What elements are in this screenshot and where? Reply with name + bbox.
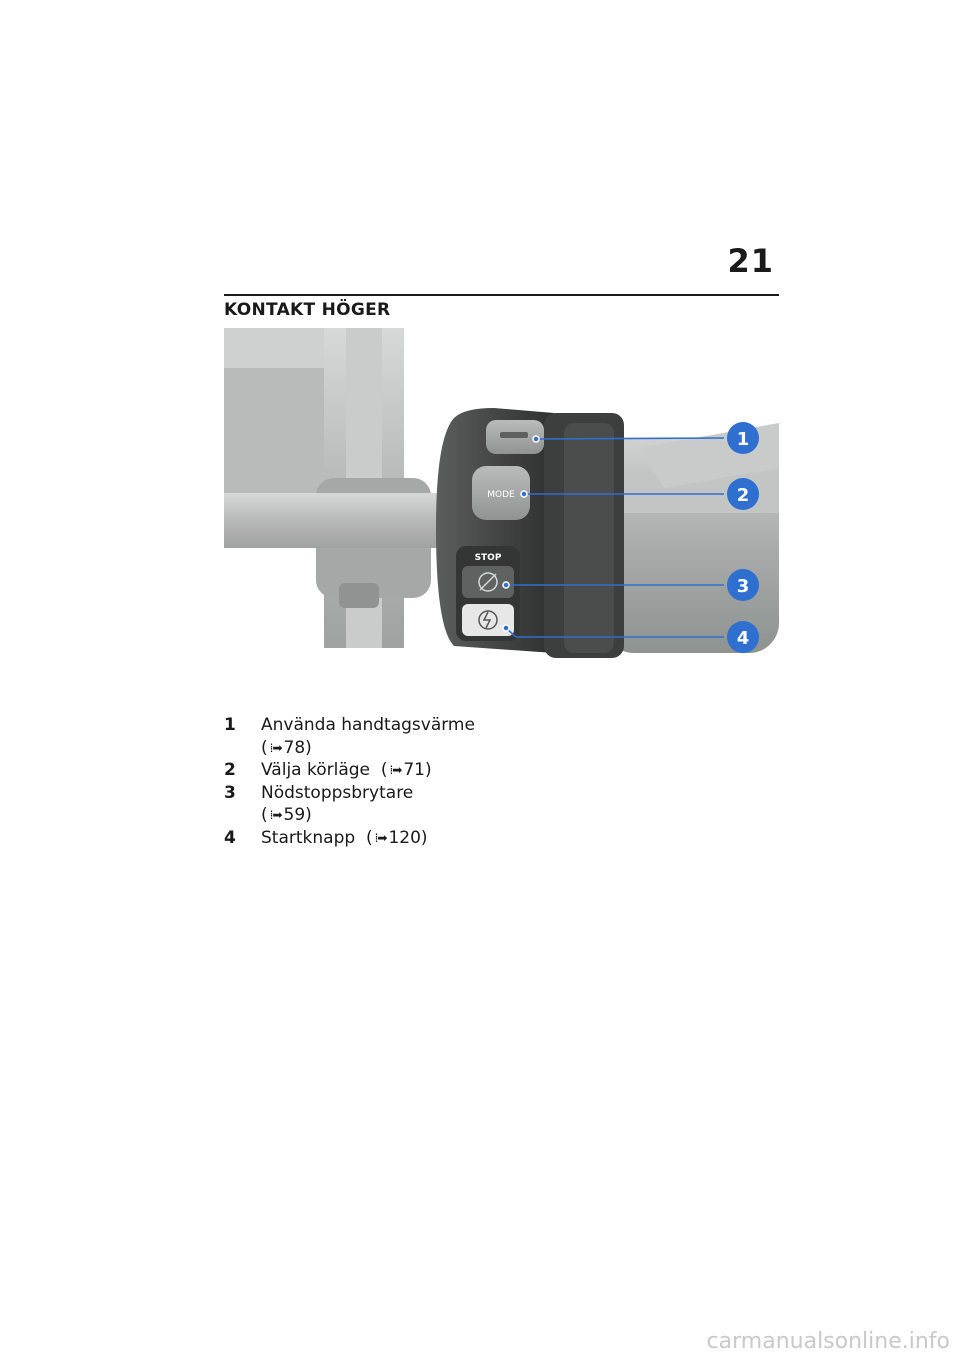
reference-arrow-icon: ⁞➡ xyxy=(269,740,282,755)
section-title: KONTAKT HÖGER xyxy=(224,300,391,320)
item-number: 4 xyxy=(224,827,236,848)
page-reference-link[interactable]: 71) xyxy=(403,760,432,780)
callout-1: 1 xyxy=(736,429,750,450)
mode-button-label: MODE xyxy=(487,490,515,500)
callout-2: 2 xyxy=(736,485,750,506)
item-text: Välja körläge xyxy=(261,760,371,780)
legend-list xyxy=(224,714,524,849)
handlebar-switch-illustration xyxy=(224,328,779,668)
callout-3: 3 xyxy=(736,576,750,597)
list-item: 4 Startknapp ( ⁞➡ 120) xyxy=(224,827,428,848)
item-number: 1 xyxy=(224,715,236,735)
page-reference-link[interactable]: 59) xyxy=(283,805,312,825)
page-reference-link[interactable]: 120) xyxy=(388,827,428,848)
list-item: 3 Nödstoppsbrytare ( ⁞➡ 59) xyxy=(224,782,414,825)
watermark: carmanualsonline.info xyxy=(706,1329,950,1354)
page-reference-link[interactable]: 78) xyxy=(283,737,312,758)
item-text: Använda handtagsvärme xyxy=(261,715,475,735)
callout-4: 4 xyxy=(736,628,750,649)
page-number: 21 xyxy=(727,242,774,280)
reference-arrow-icon: ⁞➡ xyxy=(374,830,387,845)
header-rule xyxy=(224,294,779,296)
reference-arrow-icon: ⁞➡ xyxy=(269,808,282,822)
list-item: 1 Använda handtagsvärme ( ⁞➡ 78) xyxy=(224,715,475,758)
handlebar-switch-figure xyxy=(224,328,779,668)
list-item: 2 Välja körläge ( ⁞➡ 71) xyxy=(224,760,432,780)
reference-arrow-icon: ⁞➡ xyxy=(389,763,402,777)
item-number: 2 xyxy=(224,760,236,780)
item-text: Nödstoppsbrytare xyxy=(261,782,414,803)
stop-label: STOP xyxy=(474,553,502,563)
item-number: 3 xyxy=(224,782,236,803)
item-text: Startknapp xyxy=(261,827,356,848)
